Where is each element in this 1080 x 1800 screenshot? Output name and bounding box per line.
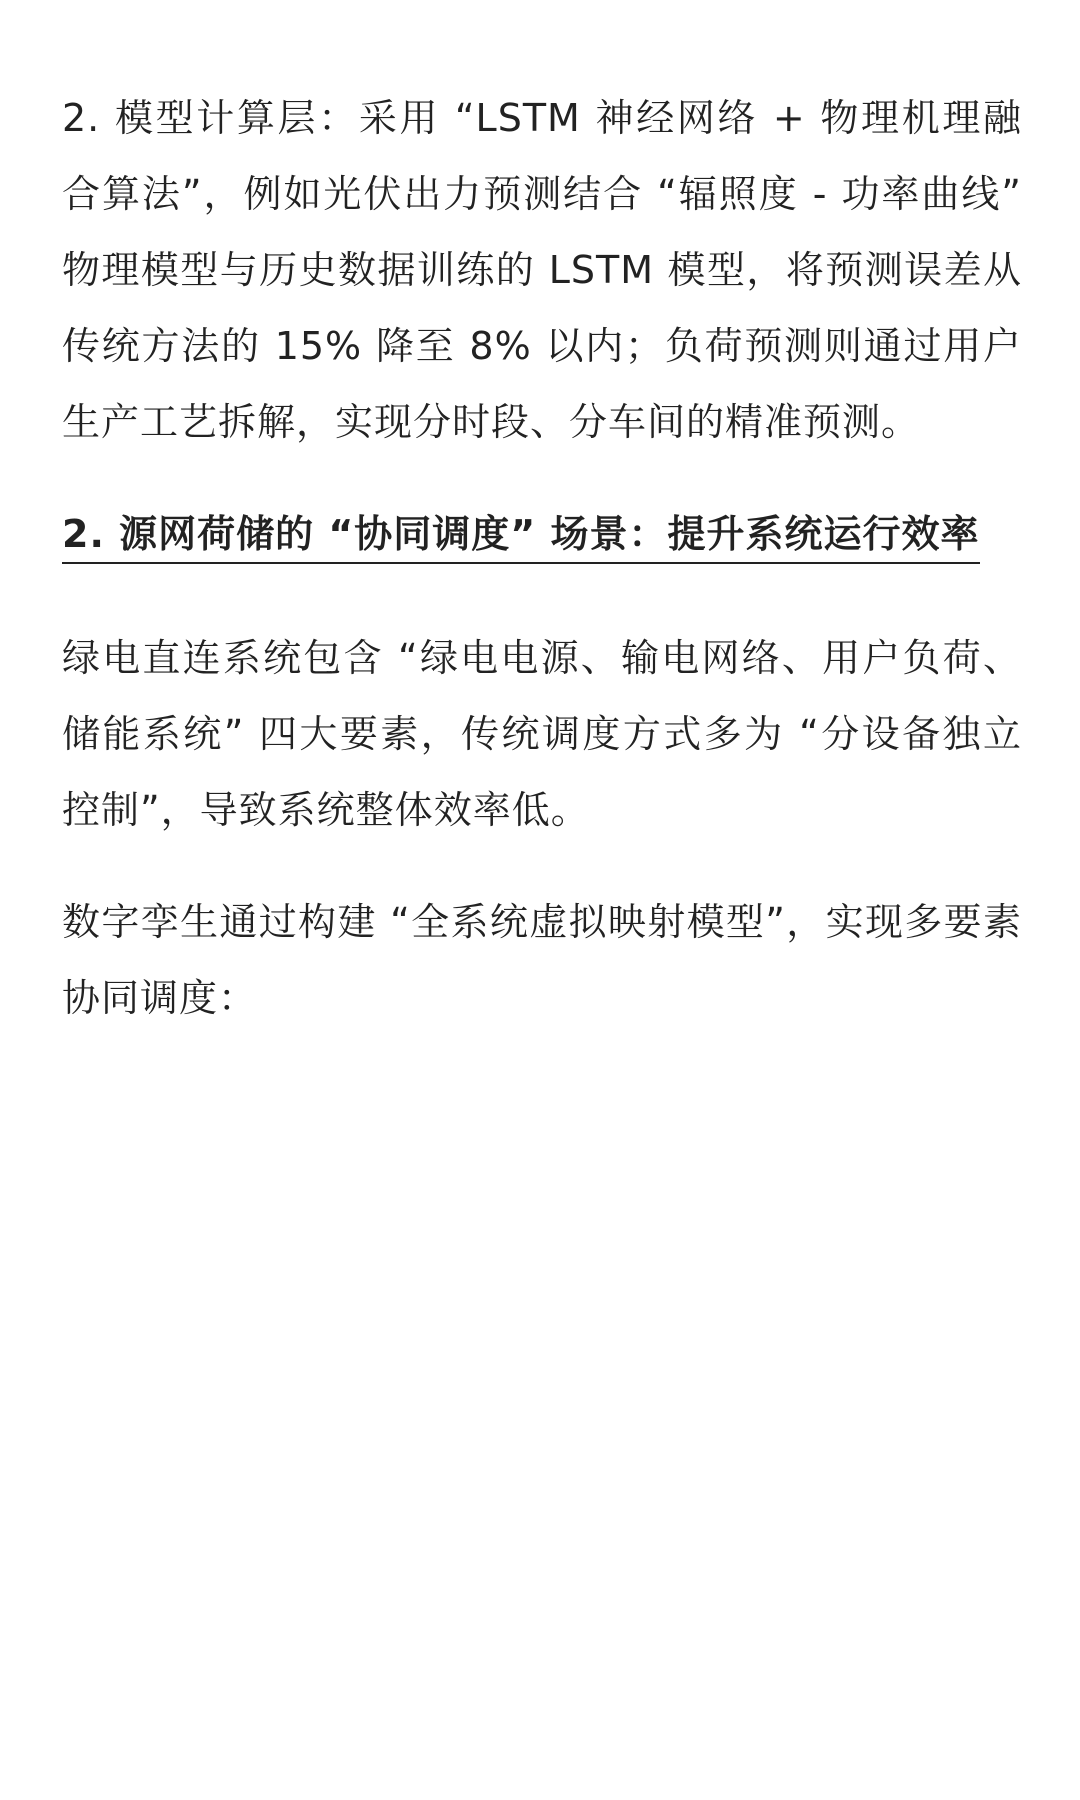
paragraph-model-layer: 2. 模型计算层：采用 “LSTM 神经网络 + 物理机理融合算法”，例如光伏出力预测结合 “辐照度 - 功率曲线” 物理模型与历史数据训练的 LSTM 模型，将预测误差从传统方法的 15% 降至 8% 以内；负荷预测则通过用户生产工艺拆解，实现分时段、分车间的精准预测。: [62, 96, 1022, 444]
paragraph-system-elements: 绿电直连系统包含 “绿电电源、输电网络、用户负荷、储能系统” 四大要素，传统调度方式多为 “分设备独立控制”，导致系统整体效率低。: [62, 636, 1022, 832]
article-body: [62, 80, 1022, 1036]
section-heading-block: [62, 496, 1022, 572]
paragraph-digital-twin: 数字孪生通过构建 “全系统虚拟映射模型”，实现多要素协同调度：: [62, 900, 1022, 1020]
section-heading: 2. 源网荷储的 “协同调度” 场景：提升系统运行效率: [62, 512, 980, 564]
